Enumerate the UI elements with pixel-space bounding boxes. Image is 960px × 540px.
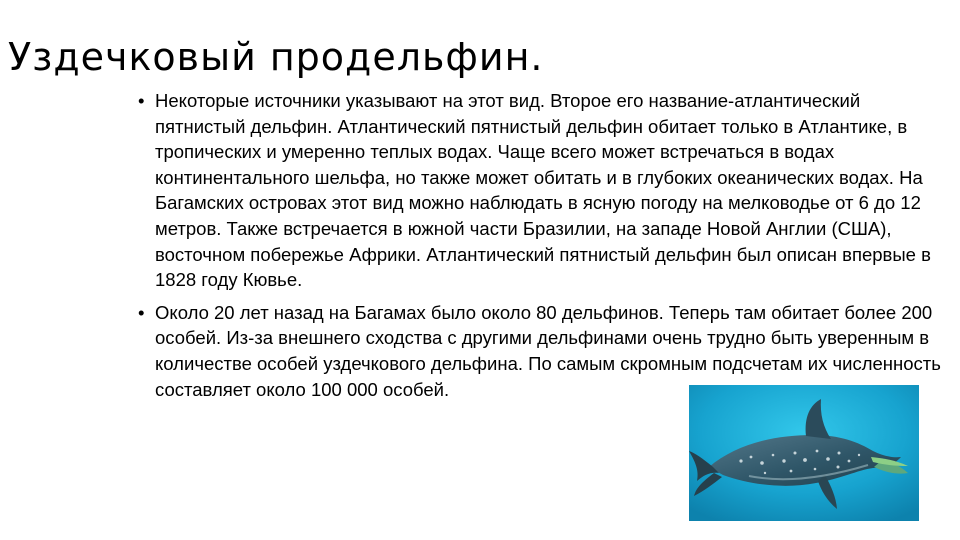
dolphin-image	[689, 385, 919, 521]
bullet-item-1	[137, 88, 953, 293]
bullet-list	[137, 88, 953, 402]
slide-title: Уздечковый продельфин.	[8, 35, 544, 79]
bullet-marker: •	[138, 301, 145, 323]
bullet-marker: •	[138, 90, 145, 111]
bullet-text-population: Около 20 лет назад на Багамах было около 80 дельфинов. Теперь там обитает более 200 особей. Из-за внешнего сходства с другими дельфинами очень трудно быть уверенным в количестве особей уздечкового дельфина. По самым скромным подсчетам их численность составляет около 100 000 особей.	[155, 301, 941, 400]
bullet-text-habitat: Некоторые источники указывают на этот вид. Второе его название-атлантический пятнистый дельфин. Атлантический пятнистый дельфин обитает только в Атлантике, в тропических и умеренно теплых водах. Чаще всего может встречаться в водах континентального шельфа, но также может обитать и в глубоких океанических водах. На Багамских островах этот вид можно наблюдать в ясную погоду на мелководье от 6 до 12 метров. Также встречается в южной части Бразилии, на западе Новой Англии (США), восточном побережье Африки. Атлантический пятнистый дельфин был описан впервые в 1828 году Кювье.	[155, 90, 931, 291]
dolphin-photo	[689, 385, 919, 521]
